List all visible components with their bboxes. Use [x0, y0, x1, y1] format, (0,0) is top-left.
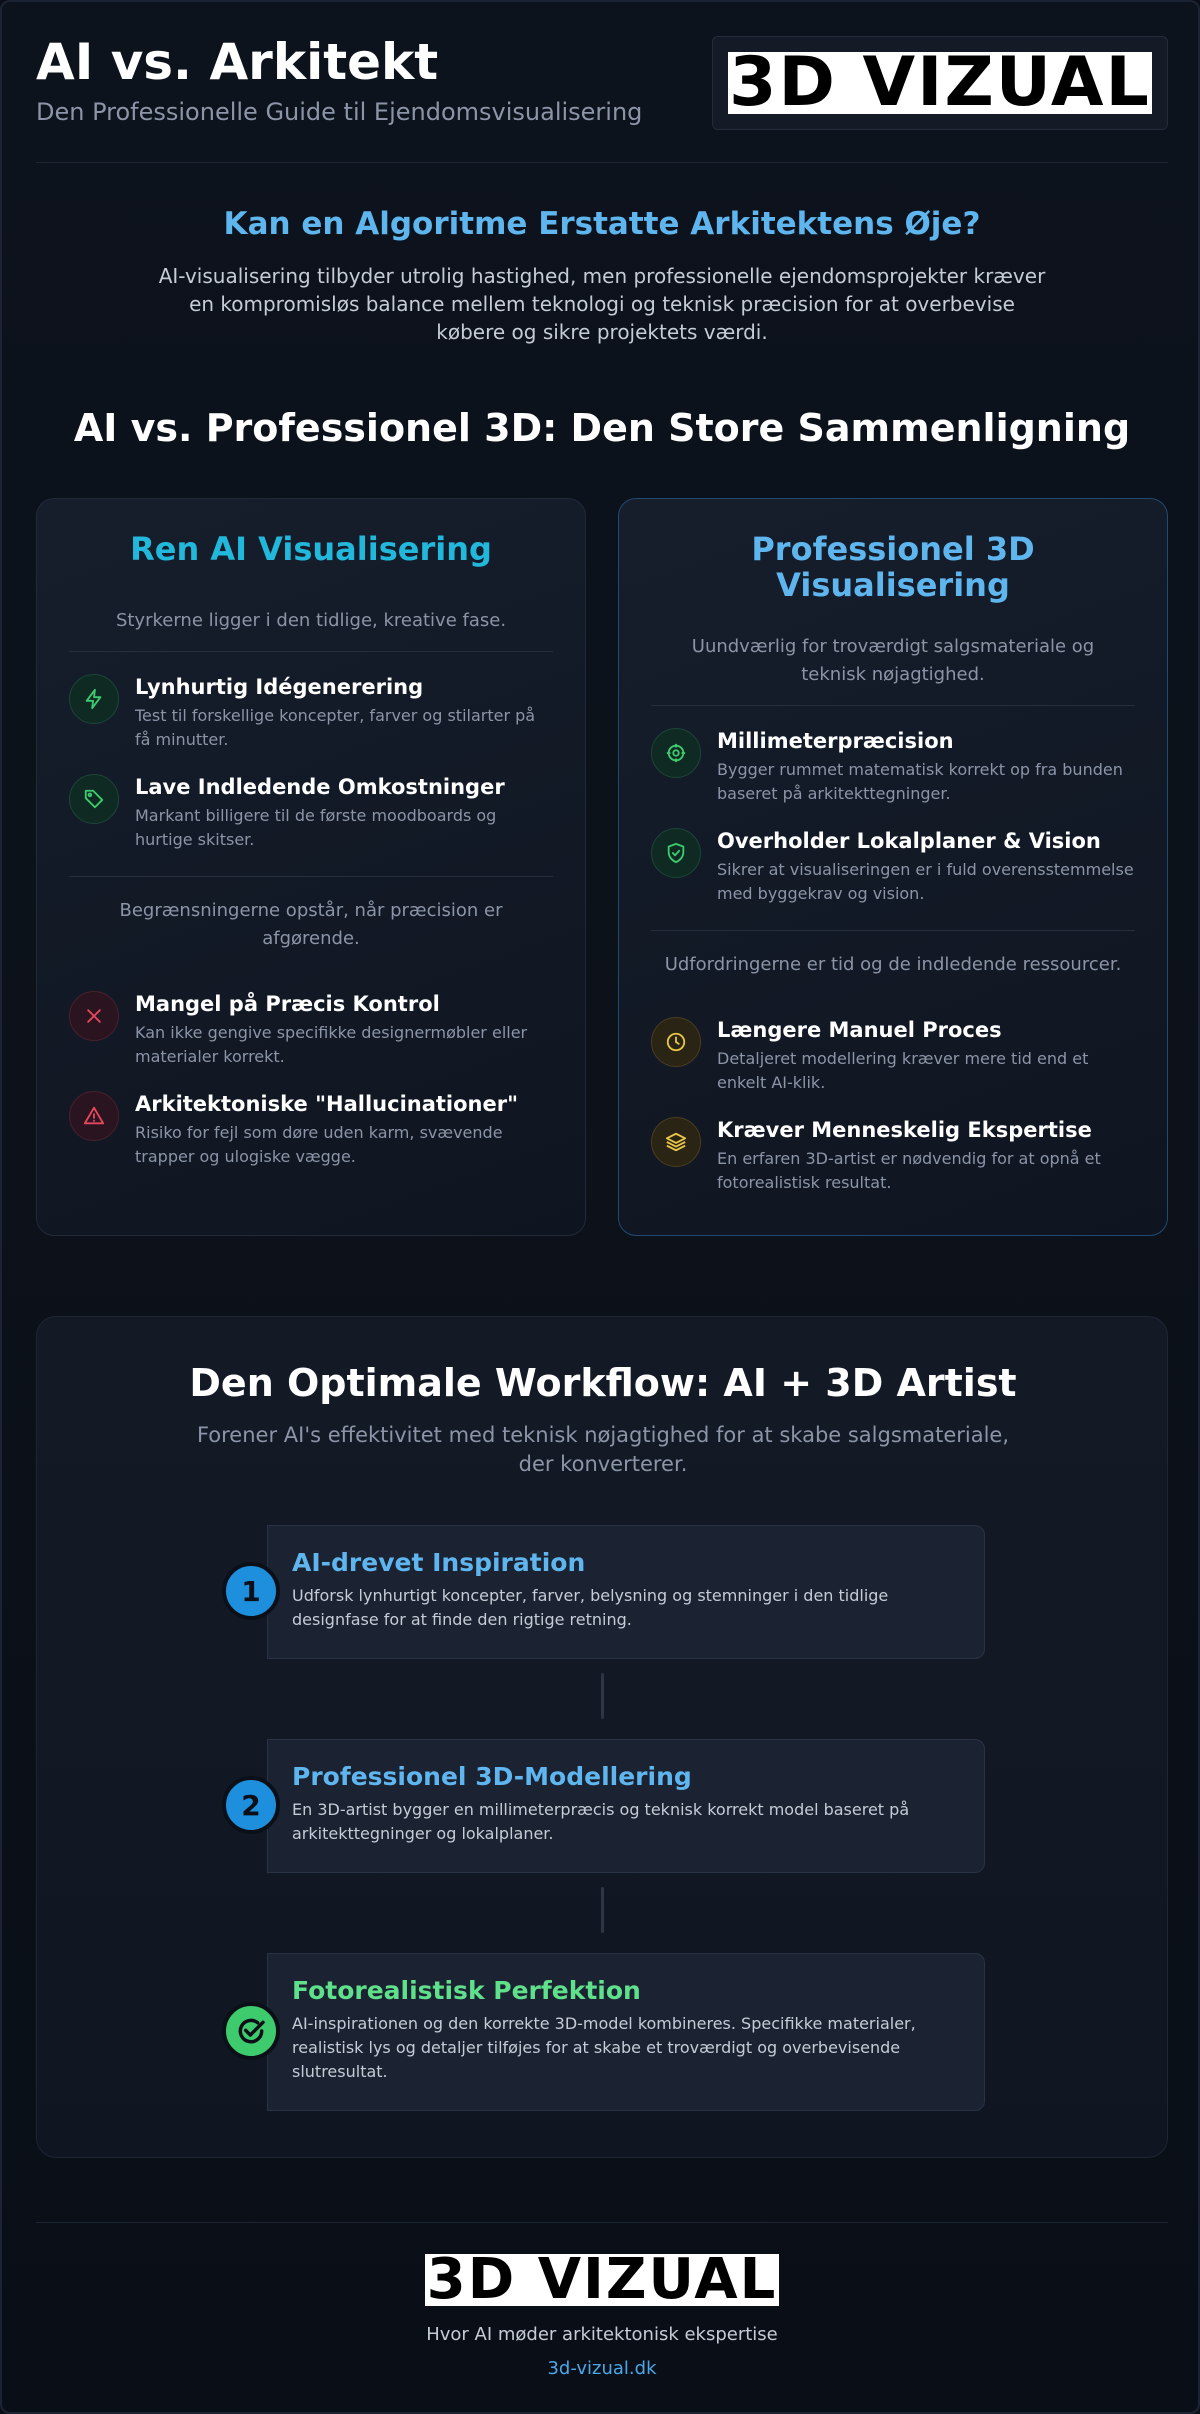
limits-intro: Udfordringerne er tid og de indledende ressourcer. — [664, 954, 1122, 975]
item-title: Overholder Lokalplaner & Vision — [717, 829, 1101, 853]
list-item — [619, 728, 1167, 806]
workflow-step — [241, 1739, 985, 1873]
item-desc: Bygger rummet matematisk korrekt op fra bunden baseret på arkitekttegninger. — [717, 760, 1123, 803]
footer-divider — [36, 2222, 1168, 2223]
workflow-step — [241, 1525, 985, 1659]
ai-visualization-card — [36, 498, 586, 1236]
strengths-intro: Styrkerne ligger i den tidlige, kreative fase. — [115, 610, 507, 631]
header-logo[interactable] — [712, 36, 1168, 130]
page-title: AI vs. Arkitekt — [36, 33, 439, 91]
lightning-icon — [69, 674, 119, 724]
item-title: Millimeterpræcision — [717, 729, 954, 753]
step-connector — [601, 1673, 604, 1719]
step-desc: En 3D-artist bygger en millimeterpræcis og teknisk korrekt model baseret på arkitekttegninger og lokalplaner. — [292, 1800, 910, 1843]
item-desc: En erfaren 3D-artist er nødvendig for at opnå et fotorealistisk resultat. — [717, 1149, 1101, 1192]
intro-text: AI-visualisering tilbyder utrolig hastighed, men professionelle ejendomsprojekter kræver en kompromisløs balance mellem teknologi og teknisk præcision for at overbevise købere og sikre projektets værdi. — [158, 264, 1046, 344]
item-desc: Risiko for fejl som døre uden karm, svævende trapper og ulogiske vægge. — [135, 1123, 503, 1166]
footer-tagline: Hvor AI møder arkitektonisk ekspertise — [426, 2324, 778, 2345]
header — [36, 32, 1168, 132]
step-title: Professionel 3D-Modellering — [292, 1762, 692, 1791]
shield-check-icon — [651, 828, 701, 878]
comparison-title: AI vs. Professionel 3D: Den Store Sammenligning — [73, 406, 1131, 450]
divider — [69, 876, 553, 877]
step-title: Fotorealistisk Perfektion — [292, 1976, 641, 2005]
intro-title: Kan en Algoritme Erstatte Arkitektens Øje? — [223, 206, 981, 242]
item-desc: Markant billigere til de første moodboards og hurtige skitser. — [135, 806, 497, 849]
list-item — [37, 774, 585, 852]
logo-text: 3D VIZUAL — [729, 52, 1151, 114]
step-desc: Udforsk lynhurtigt koncepter, farver, belysning og stemninger i den tidlige designfase for at finde den rigtige retning. — [292, 1586, 889, 1629]
workflow-step — [267, 1953, 985, 2111]
item-title: Kræver Menneskelig Ekspertise — [717, 1118, 1092, 1142]
clock-icon — [651, 1017, 701, 1067]
step-connector — [601, 1887, 604, 1933]
layers-icon — [651, 1117, 701, 1167]
item-desc: Test til forskellige koncepter, farver og stilarter på få minutter. — [135, 706, 536, 749]
page-subtitle: Den Professionelle Guide til Ejendomsvisualisering — [36, 98, 643, 126]
list-item — [37, 991, 585, 1069]
list-item — [619, 828, 1167, 906]
step-desc: AI-inspirationen og den korrekte 3D-model kombineres. Specifikke materialer, realistisk lys og detaljer tilføjes for at skabe et troværdigt og overbevisende slutresultat. — [292, 2014, 916, 2081]
workflow-section — [36, 1316, 1168, 2158]
list-item — [37, 1091, 585, 1169]
pro-3d-visualization-card — [618, 498, 1168, 1236]
item-desc: Sikrer at visualiseringen er i fuld overensstemmelse med byggekrav og vision. — [717, 860, 1134, 903]
limits-intro: Begrænsningerne opstår, når præcision er afgørende. — [119, 900, 503, 949]
x-icon — [69, 991, 119, 1041]
item-title: Lave Indledende Omkostninger — [135, 775, 505, 799]
item-title: Arkitektoniske "Hallucinationer" — [135, 1092, 519, 1116]
divider — [651, 705, 1135, 706]
tag-icon — [69, 774, 119, 824]
item-desc: Kan ikke gengive specifikke designermøbler eller materialer korrekt. — [135, 1023, 528, 1066]
step-number-badge: 1 — [222, 1562, 280, 1620]
card-title: Professionel 3D Visualisering — [751, 530, 1035, 604]
workflow-subtitle: Forener AI's effektivitet med teknisk nøjagtighed for at skabe salgsmateriale, der konverterer. — [196, 1423, 1010, 1476]
step-number-badge: 2 — [222, 1776, 280, 1834]
divider — [69, 651, 553, 652]
divider — [651, 930, 1135, 931]
warning-icon — [69, 1091, 119, 1141]
check-icon — [222, 2002, 280, 2060]
list-item — [37, 674, 585, 752]
website-link[interactable]: 3d-vizual.dk — [547, 2358, 657, 2379]
footer-logo[interactable]: 3D VIZUAL — [426, 2254, 778, 2306]
item-desc: Detaljeret modellering kræver mere tid end et enkelt AI-klik. — [717, 1049, 1089, 1092]
strengths-intro: Uundværlig for troværdigt salgsmateriale og teknisk nøjagtighed. — [691, 636, 1095, 685]
crosshair-icon — [651, 728, 701, 778]
header-divider — [36, 162, 1168, 163]
workflow-title: Den Optimale Workflow: AI + 3D Artist — [189, 1361, 1017, 1405]
card-title: Ren AI Visualisering — [130, 530, 492, 568]
step-title: AI-drevet Inspiration — [292, 1548, 586, 1577]
item-title: Mangel på Præcis Kontrol — [135, 992, 440, 1016]
list-item — [619, 1117, 1167, 1195]
list-item — [619, 1017, 1167, 1095]
item-title: Længere Manuel Proces — [717, 1018, 1002, 1042]
item-title: Lynhurtig Idégenerering — [135, 675, 424, 699]
